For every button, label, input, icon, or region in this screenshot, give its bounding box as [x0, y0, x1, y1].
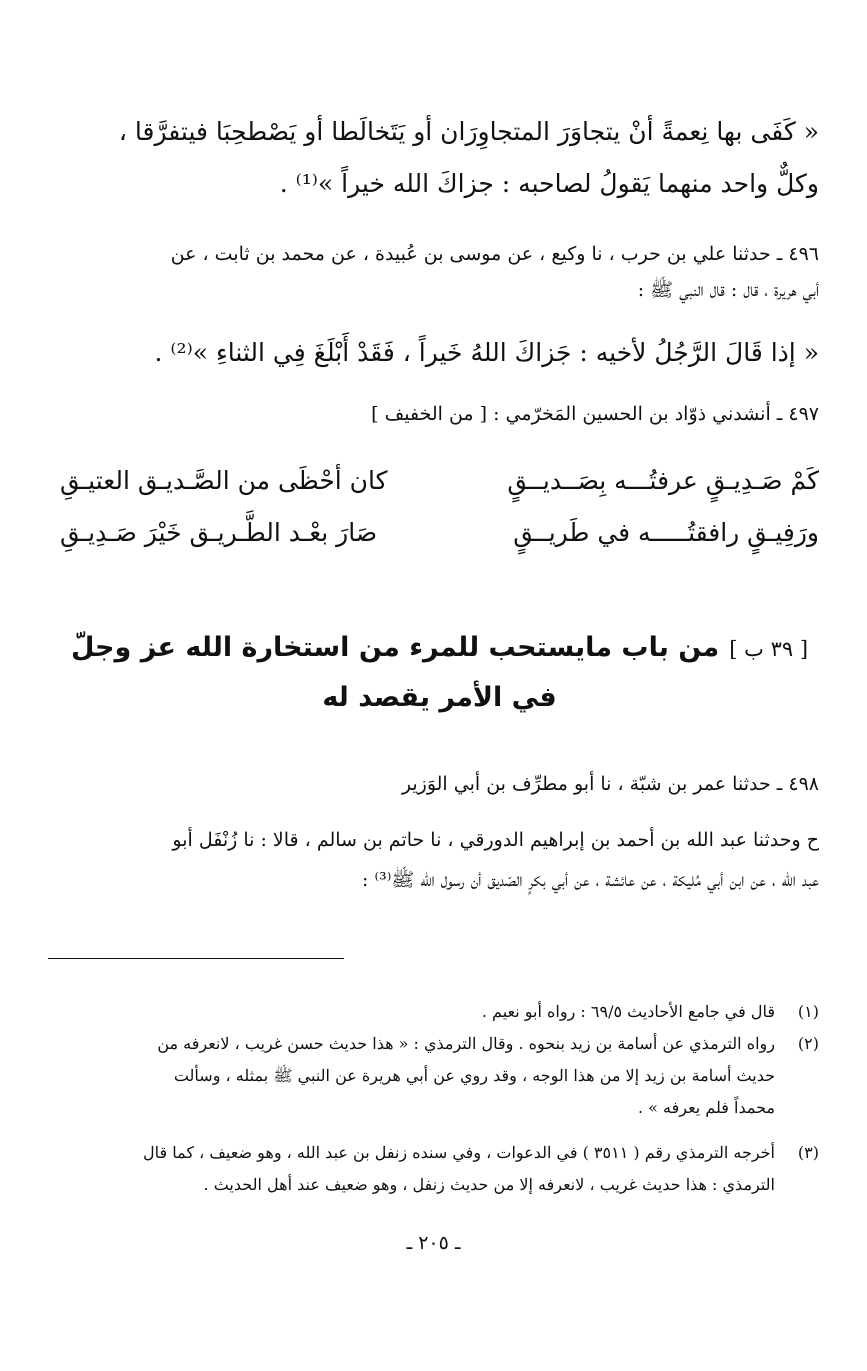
chapter-title-line-2: في الأمر يقصد له [322, 682, 557, 713]
footnote-number: (٢) [797, 1034, 819, 1053]
verse-second-hemistich: كان أحْظَى من الصَّـديـق العتيـقِ [60, 466, 388, 495]
hadith-496-quote [60, 327, 819, 379]
text-line: ح وحدثنا عبد الله بن أحمد بن إبراهيم الدورقي ، نا حاتم بن سالم ، قالا : نا زُنْفَل أبو [172, 829, 819, 851]
chapter-heading [60, 622, 819, 675]
quote-top [60, 106, 819, 210]
footnote-line: محمداً فلم يعرفه » . [637, 1098, 775, 1117]
text-line: « إذا قَالَ الرَّجُلُ لأخيه : جَزاكَ اللهُ خَيراً ، فَقَدْ أَبْلَغَ فِي الثناءِ »⁽²⁾ . [154, 338, 819, 367]
verse-2 [60, 508, 819, 558]
hadith-498 [60, 766, 819, 802]
chapter-heading-cont [60, 672, 819, 724]
footnote-1 [60, 996, 819, 1028]
verse-first-hemistich: كَمْ صَـدِيـقٍ عرفتُـــه بِصَــديــقٍ [507, 466, 819, 495]
verse-1 [60, 456, 819, 506]
footnote-number: (١) [797, 1002, 819, 1021]
footnote-2 [60, 1028, 819, 1124]
footnote-line: قال في جامع الأحاديث ٦٩/٥ : رواه أبو نعيم . [481, 1002, 775, 1021]
verse-second-hemistich: صَارَ بعْـد الطَّـريـق خَيْرَ صَـدِيـقِ [60, 518, 378, 547]
verse-first-hemistich: ورَفِيـقٍ رافقتُـــــه في طَريــقٍ [513, 518, 819, 547]
footnote-line: أخرجه الترمذي رقم ( ٣٥١١ ) في الدعوات ، وفي سنده زنفل بن عبد الله ، وهو ضعيف ، كما قال [143, 1143, 775, 1162]
text-line: ٤٩٧ ـ أنشدني ذوّاد بن الحسين المَخرّمي : [ من الخفيف ] [371, 403, 819, 425]
footnote-line: الترمذي : هذا حديث غريب ، لانعرفه إلا من حديث زنفل ، وهو ضعيف عند أهل الحديث . [203, 1175, 775, 1194]
footnote-line: حديث أسامة بن زيد إلا من هذا الوجه ، وقد روي عن أبي هريرة عن النبي ﷺ بمثله ، وسألت [173, 1066, 775, 1085]
text-line: ٤٩٨ ـ حدثنا عمر بن شبّة ، نا أبو مطرِّف بن أبي الوَزير [401, 773, 819, 795]
chapter-title-line-1: من باب مايستحب للمرء من استخارة الله عز وجلّ [70, 632, 720, 663]
hadith-497-intro [60, 396, 819, 432]
folio-tag: [ ٣٩ ب ] [729, 637, 809, 661]
text-line: عبد الله ، عن ابن أبي مُليكة ، عن عائشة ، عن أبي بكرٍ الصّديق أن رسول الله ﷺ⁽³⁾ : [362, 869, 819, 891]
footnote-3 [60, 1137, 819, 1201]
footnote-number: (٣) [797, 1143, 819, 1162]
footnote-line: رواه الترمذي عن أسامة بن زيد بنحوه . وقال الترمذي : « هذا حديث حسن غريب ، لانعرفه من [157, 1034, 775, 1053]
text-line: « كَفَى بها نِعمةً أنْ يتجاوَرَ المتجاوِرَان أو يَتَخالَطا أو يَصْطحِبَا فيتفرَّقا ، [118, 117, 819, 146]
text-line: ٤٩٦ ـ حدثنا علي بن حرب ، نا وكيع ، عن موسى بن عُبيدة ، عن محمد بن ثابت ، عن [170, 243, 819, 265]
hadith-496 [60, 236, 819, 308]
footnote-separator [48, 958, 344, 959]
text-line: وكلٌّ واحد منهما يَقولُ لصاحبه : جزاكَ الله خيراً »⁽¹⁾ . [279, 169, 819, 198]
hadith-498-isnad [60, 820, 819, 900]
page-number: ـ ٢٠٥ ـ [406, 1232, 461, 1254]
text-line: أبي هريرة ، قال : قال النبي ﷺ : [637, 279, 819, 301]
